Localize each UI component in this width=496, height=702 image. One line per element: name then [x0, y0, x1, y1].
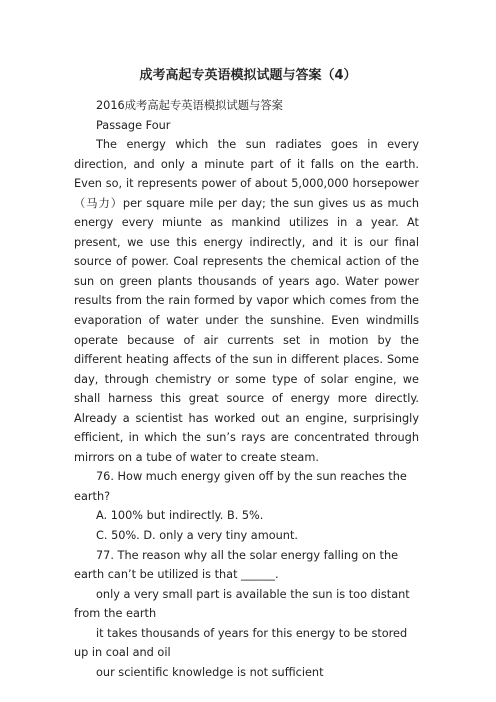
document-title: 成考高起专英语模拟试题与答案（4） [139, 68, 357, 83]
question-77-option-2: it takes thousands of years for this energy to be stored up in coal and oil [74, 626, 408, 660]
question-77: 77. The reason why all the solar energy falling on the earth can’t be utilized is that ______. [74, 548, 399, 582]
passage-text: The energy which the sun radiates goes in every direction, and only a minute part of it falls on the earth. Even so, it represents power of about 5,000,000 horsepower（马力）per square mile per day; the sun gives us as much energy every miunte as mankind utilizes in a year. At present, we use this energy indirectly, and it is our final source of power. Coal represents the chemical action of the sun on green plants thousands of years ago. Water power results from the rain formed by vapor which comes from the evaporation of water under the sunshine. Even windmills operate because of air currents set in motion by the different heating affects of the sun in different places. Some day, through chemistry or some type of solar engine, we shall harness this great source of energy more directly. Already a scientist has worked out an engine, surprisingly efficient, in which the sun’s rays are concentrated through mirrors on a tube of water to create steam. [74, 138, 419, 464]
question-76-options-ab: A. 100% but indirectly. B. 5%. [96, 509, 264, 523]
question-77-option-3: our scientific knowledge is not sufficient [96, 665, 324, 679]
document-body [74, 96, 419, 682]
question-76-options-cd: C. 50%. D. only a very tiny amount. [96, 529, 298, 543]
passage-label: Passage Four [96, 118, 171, 132]
question-76: 76. How much energy given off by the sun reaches the earth? [74, 470, 407, 503]
question-77-option-1: only a very small part is available the sun is too distant from the earth [74, 587, 410, 621]
exam-heading: 2016成考高起专英语模拟试题与答案 [96, 99, 283, 112]
